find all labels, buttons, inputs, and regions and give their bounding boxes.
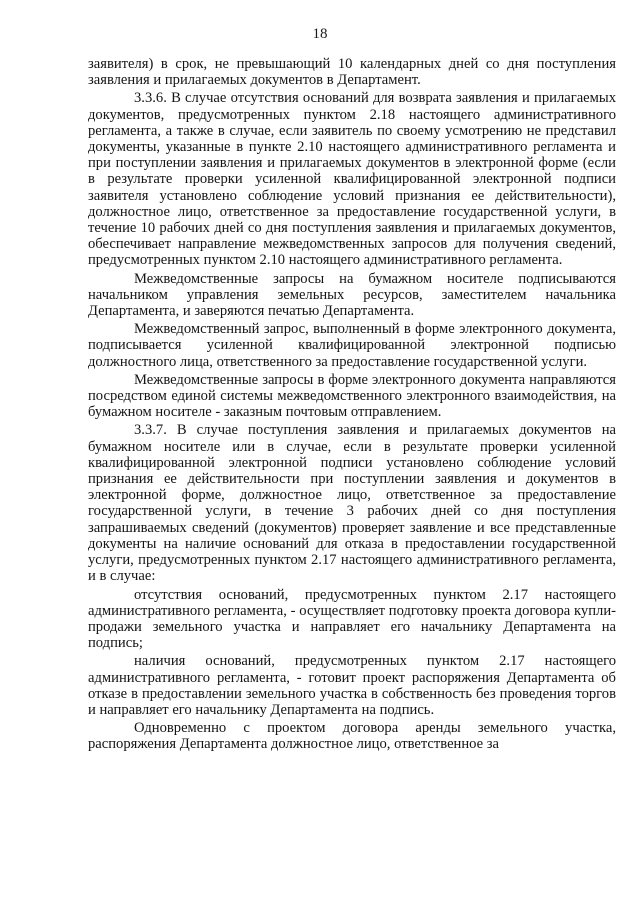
paragraph-3-3-6: 3.3.6. В случае отсутствия оснований для возврата заявления и прилагаемых документов, предусмотренных пунктом 2.18 настоящего административного регламента, а также в случае, если заявитель по своему усмотрению не представил документы, указанные в пункте 2.10 настоящего административного регламента и при поступлении заявления и прилагаемых документов в электронной форме (если в результате проверки усиленной квалифицированной электронной подписи заявителя установлено соблюдение условий признания ее действительности), должностное лицо, ответственное за предоставление государственной услуги, в течение 10 рабочих дней со дня поступления заявления и прилагаемых документов, обеспечивает направление межведомственных запросов для получения сведений, предусмотренных пунктом 2.10 настоящего административного регламента. — [88, 90, 616, 269]
paragraph-grounds-present: наличия оснований, предусмотренных пунктом 2.17 настоящего административного регламента, - готовит проект распоряжения Департамента об отказе в предоставлении земельного участка в собственность без проведения торгов и направляет его начальнику Департамента на подпись. — [88, 653, 616, 718]
page-number: 18 — [312, 26, 328, 42]
paragraph-simultaneously: Одновременно с проектом договора аренды земельного участка, распоряжения Департамента должностное лицо, ответственное за — [88, 720, 616, 753]
paragraph-electronic-request: Межведомственный запрос, выполненный в форме электронного документа, подписывается усиленной квалифицированной электронной подписью должностного лица, ответственного за предоставление государственной услуги. — [88, 321, 616, 370]
paragraph-request-delivery: Межведомственные запросы в форме электронного документа направляются посредством единой системы межведомственного электронного взаимодействия, на бумажном носителе - заказным почтовым отправлением. — [88, 371, 616, 421]
paragraph-continuation: заявителя) в срок, не превышающий 10 календарных дней со дня поступления заявления и прилагаемых документов в Департамент. — [88, 56, 616, 89]
paragraph-paper-requests: Межведомственные запросы на бумажном носителе подписываются начальником управления земельных ресурсов, заместителем начальника Департамента, и заверяются печатью Департамента. — [88, 270, 616, 320]
paragraph-no-grounds: отсутствия оснований, предусмотренных пунктом 2.17 настоящего административного регламента, - осуществляет подготовку проекта договора купли-продажи земельного участка и направляет его начальнику Департамента на подпись; — [88, 586, 616, 652]
document-body — [88, 56, 616, 755]
paragraph-3-3-7: 3.3.7. В случае поступления заявления и прилагаемых документов на бумажном носителе или в случае, если в результате проверки усиленной квалифицированной электронной подписи установлено соблюдение условий признания ее действительности при поступлении заявления и документов в электронной форме, должностное лицо, ответственное за предоставление государственной услуги, в течение 3 рабочих дней со дня поступления запрашиваемых сведений (документов) проверяет заявление и все представленные документы на наличие оснований для отказа в предоставлении государственной услуги, предусмотренных пунктом 2.17 настоящего административного регламента, и в случае: — [88, 422, 616, 585]
